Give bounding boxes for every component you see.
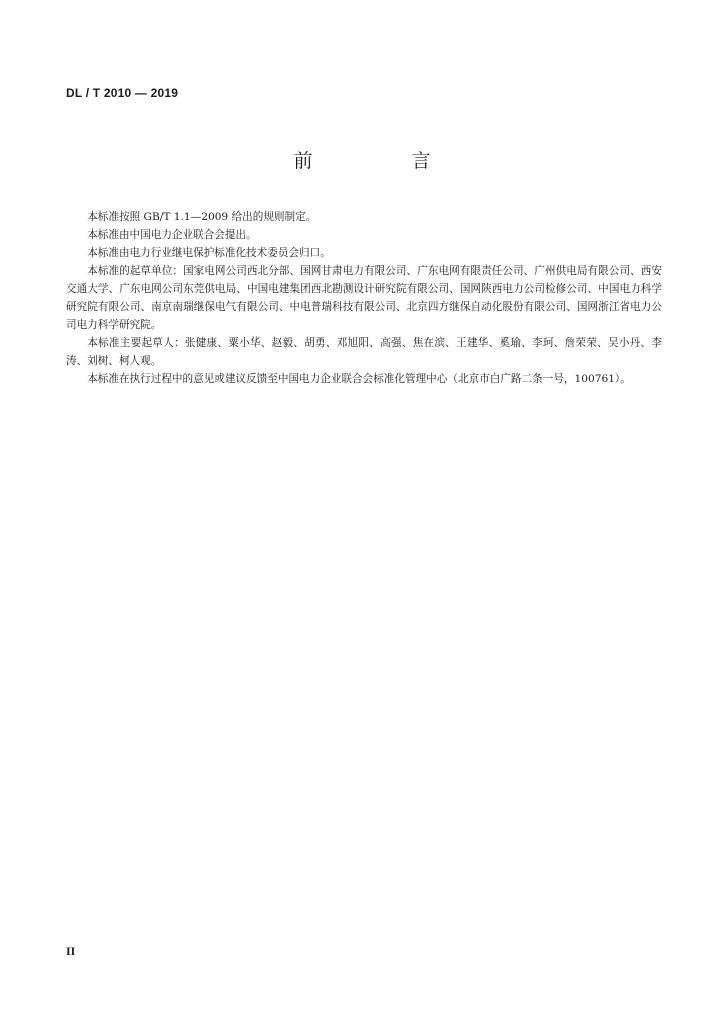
standard-code: DL / T 2010 — 2019 [66, 86, 179, 100]
paragraph-feedback: 本标准在执行过程中的意见或建议反馈至中国电力企业联合会标准化管理中心（北京市白广路二条一号，100761）。 [87, 373, 631, 385]
page-number: II [66, 944, 76, 958]
paragraph-proposer: 本标准由中国电力企业联合会提出。 [87, 229, 257, 241]
paragraph-drafting-units: 本标准的起草单位：国家电网公司西北分部、国网甘肃电力有限公司、广东电网有限责任公司、广州供电局有限公司、西安交通大学、广东电网公司东莞供电局、中国电建集团西北勘测设计研究院有限公司、国网陕西电力公司检修公司、中国电力科学研究院有限公司、南京南瑞继保电气有限公司、中电普瑞科技有限公司、北京四方继保自动化股份有限公司、国网浙江省电力公司电力科学研究院。 [66, 265, 662, 331]
page-title: 前 言 [293, 150, 471, 172]
paragraph-rules: 本标准按照 GB/T 1.1—2009 给出的规则制定。 [87, 211, 317, 223]
paragraph-drafters: 本标准主要起草人：张健康、粟小华、赵毅、胡勇、邓旭阳、高强、焦在滨、王建华、奚瑜、李珂、詹荣荣、吴小丹、李涛、刘树、柯人观。 [66, 337, 662, 367]
paragraph-committee: 本标准由电力行业继电保护标准化技术委员会归口。 [87, 247, 331, 259]
preface-body [66, 208, 662, 388]
